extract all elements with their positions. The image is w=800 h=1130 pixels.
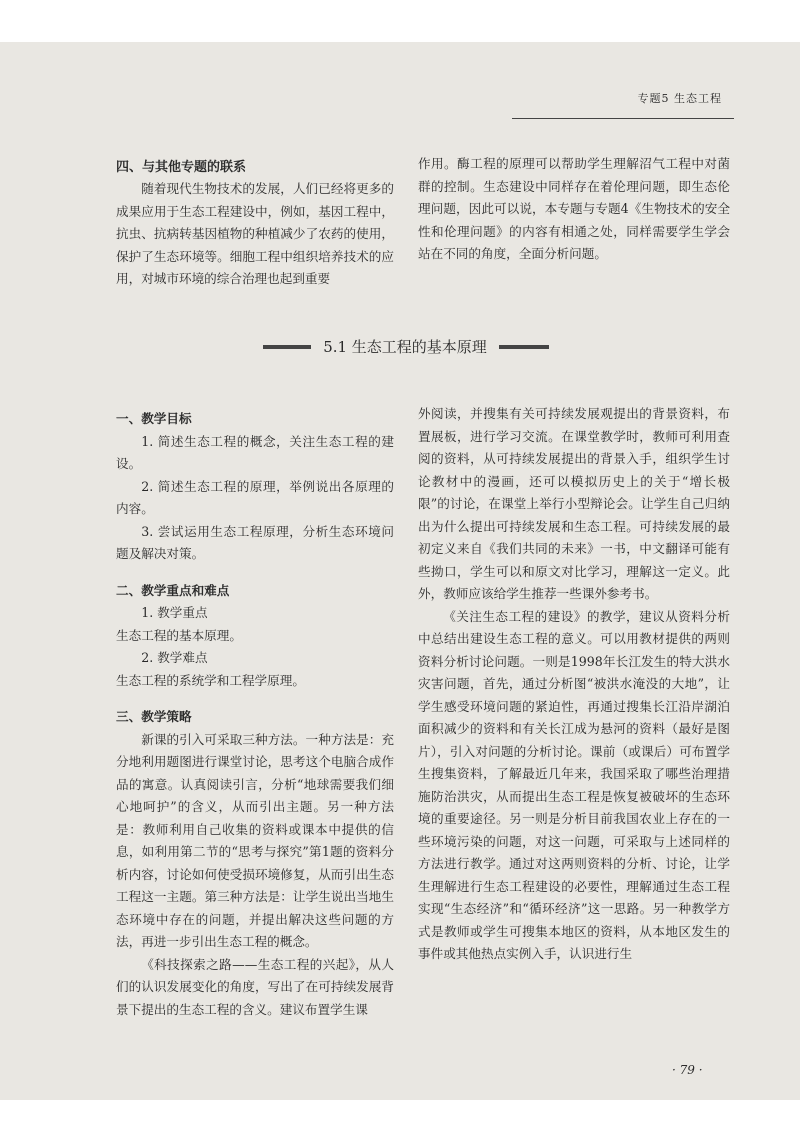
- keypoint-1-value: 生态工程的基本原理。: [116, 627, 242, 643]
- section-title-text: 5.1 生态工程的基本原理: [323, 338, 487, 356]
- keypoint-2-label: 2. 教学难点: [141, 650, 208, 665]
- section-title: [236, 336, 576, 357]
- right-para-1: 外阅读，并搜集有关可持续发展观提出的背景资料，布置展板，进行学习交流。在课堂教学时，教师可利用查阅的资料，从可持续发展提出的背景入手，组织学生讨论教材中的漫画，还可以模拟历史上的关于“增长极限”的讨论，在课堂上举行小型辩论会。让学生自己归纳出为什么提出可持续发展和生态工程。可持续发展的最初定义来自《我们共同的未来》一书，中文翻译可能有些拗口，学生可以和原文对比学习，理解这一定义。此外，教师应该给学生推荐一些课外参考书。: [418, 406, 730, 601]
- title-bar-right: [499, 345, 549, 349]
- section4-right-text: 作用。酶工程的原理可以帮助学生理解沼气工程中对菌群的控制。生态建设中同样存在着伦理问题，即生态伦理问题，因此可以说，本专题与专题4《生物技术的安全性和伦理问题》的内容有相通之处，同样需要学生学会站在不同的角度，全面分析问题。: [418, 156, 730, 261]
- goal-2: 2. 简述生态工程的原理，举例说出各原理的内容。: [116, 478, 394, 516]
- keypoint-1-label: 1. 教学重点: [141, 605, 208, 620]
- title-bar-left: [263, 345, 311, 349]
- right-para-2: 《关注生态工程的建设》的教学，建议从资料分析中总结出建设生态工程的意义。可以用教材提供的两则资料分析讨论问题。一则是1998年长江发生的特大洪水灾害问题，首先，通过分析图“被洪水淹没的大地”，让学生感受环境问题的紧迫性，再通过搜集长江沿岸湖泊面积减少的资料和有关长江成为悬河的资料（最好是图片），引入对问题的分析讨论。课前（或课后）可布置学生搜集资料，了解最近几年来，我国采取了哪些治理措施防治洪灾，从而提出生态工程是恢复被破坏的生态环境的重要途径。另一则是分析目前我国农业上存在的一些环境污染的问题，对这一问题，可采取与上述同样的方法进行教学。通过对这两则资料的分析、讨论，让学生理解进行生态工程建设的必要性，理解通过生态工程实现“生态经济”和“循环经济”这一思路。另一种教学方式是教师或学生可搜集本地区的资料，从本地区发生的事件或其他热点实例入手，认识进行生: [418, 608, 730, 961]
- strategy-para-1: 新课的引入可采取三种方法。一种方法是：充分地利用题图进行课堂讨论，思考这个电脑合成作品的寓意。认真阅读引言，分析“地球需要我们细心地呵护”的含义，从而引出主题。另一种方法是：教师利用自己收集的资料或课本中提供的信息，如利用第二节的“思考与探究”第1题的资料分析内容，讨论如何使受损环境修复，从而引出生态工程这一主题。第三种方法是：让学生说出当地生态环境中存在的问题，并提出解决这些问题的方法，再进一步引出生态工程的概念。: [116, 731, 394, 949]
- heading-goals: 一、教学目标: [116, 411, 192, 426]
- left-column: [116, 400, 394, 1021]
- heading-keypoints: 二、教学重点和难点: [116, 582, 230, 598]
- page-number: · 79 ·: [672, 1063, 703, 1077]
- strategy-para-2: 《科技探索之路——生态工程的兴起》，从人们的认识发展变化的角度，写出了在可持续发展背景下提出的生态工程的含义。建议布置学生课: [116, 956, 394, 1017]
- goal-3: 3. 尝试运用生态工程原理，分析生态环境问题及解决对策。: [116, 523, 394, 561]
- heading-strategy: 三、教学策略: [116, 709, 192, 724]
- section4-right-column: [418, 153, 730, 266]
- running-header: 专题5 生态工程: [637, 92, 722, 105]
- goal-1: 1. 简述生态工程的概念，关注生态工程的建设。: [116, 433, 394, 471]
- section4-left-column: [116, 178, 394, 291]
- section4-left-text: 随着现代生物技术的发展，人们已经将更多的成果应用于生态工程建设中，例如，基因工程中，抗虫、抗病转基因植物的种植减少了农药的使用，保护了生态环境等。细胞工程中组织培养技术的应用，对城市环境的综合治理也起到重要: [116, 181, 394, 286]
- right-column: [418, 403, 730, 966]
- header-rule: [512, 118, 734, 119]
- keypoint-2-value: 生态工程的系统学和工程学原理。: [116, 672, 305, 688]
- section4-heading: 四、与其他专题的联系: [116, 160, 247, 175]
